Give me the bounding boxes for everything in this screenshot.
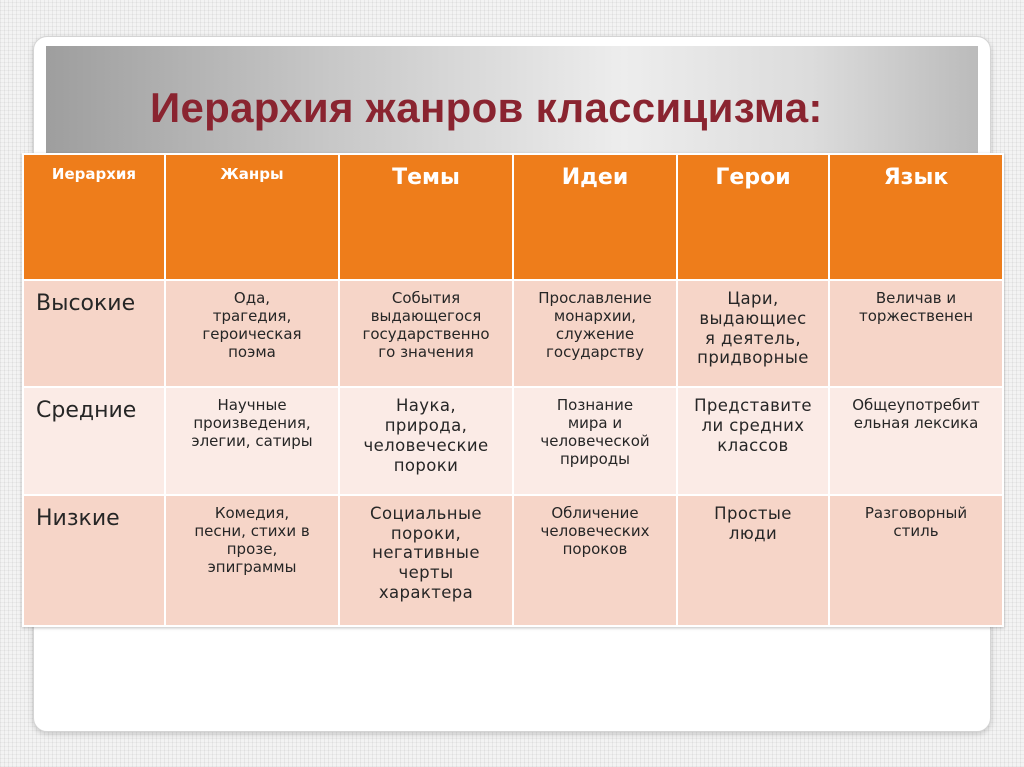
table-row-middle	[23, 387, 1003, 494]
cell-heroes-text: Цари, выдающиес я деятель, придворные	[697, 289, 809, 368]
cell-ideas-text: Познание мира и человеческой природы	[540, 396, 650, 469]
cell-heroes	[677, 495, 829, 626]
cell-ideas-text: Прославление монархии, служение государству	[538, 289, 652, 361]
table-header-row	[23, 154, 1003, 280]
cell-language-text: Величав и торжественен	[858, 289, 974, 325]
table-row-low	[23, 495, 1003, 626]
cell-genres-text: Комедия, песни, стихи в прозе, эпиграммы	[194, 503, 310, 576]
cell-level: Средние	[23, 387, 165, 494]
header-ideas: Идеи	[513, 154, 677, 280]
slide-title: Иерархия жанров классицизма:	[150, 84, 823, 131]
cell-language	[829, 495, 1003, 626]
cell-ideas	[513, 280, 677, 387]
genre-hierarchy-table	[22, 153, 1004, 627]
cell-heroes-text: Простые люди	[714, 503, 792, 543]
cell-level: Высокие	[23, 280, 165, 387]
cell-ideas	[513, 495, 677, 626]
cell-level: Низкие	[23, 495, 165, 626]
cell-themes-text: Наука, природа, человеческие пороки	[363, 396, 489, 475]
cell-ideas-text: Обличение человеческих пороков	[540, 503, 650, 558]
cell-themes-text: Социальные пороки, негативные черты характера	[370, 503, 482, 602]
cell-themes	[339, 495, 513, 626]
cell-themes	[339, 280, 513, 387]
cell-ideas	[513, 387, 677, 494]
header-hierarchy: Иерархия	[23, 154, 165, 280]
cell-heroes	[677, 280, 829, 387]
cell-themes-text: События выдающегося государственно го значения	[362, 289, 490, 361]
header-genres: Жанры	[165, 154, 339, 280]
cell-genres	[165, 387, 339, 494]
cell-heroes-text: Представите ли средних классов	[694, 396, 812, 455]
cell-genres-text: Научные произведения, элегии, сатиры	[191, 396, 313, 451]
cell-heroes	[677, 387, 829, 494]
header-heroes: Герои	[677, 154, 829, 280]
cell-genres	[165, 495, 339, 626]
cell-language	[829, 387, 1003, 494]
cell-language-text: Разговорный стиль	[864, 503, 968, 540]
header-language: Язык	[829, 154, 1003, 280]
cell-genres-text: Ода, трагедия, героическая поэма	[202, 289, 302, 361]
table-row-high	[23, 280, 1003, 387]
cell-language	[829, 280, 1003, 387]
cell-language-text: Общеупотребит ельная лексика	[852, 396, 980, 433]
cell-genres	[165, 280, 339, 387]
cell-themes	[339, 387, 513, 494]
header-themes: Темы	[339, 154, 513, 280]
